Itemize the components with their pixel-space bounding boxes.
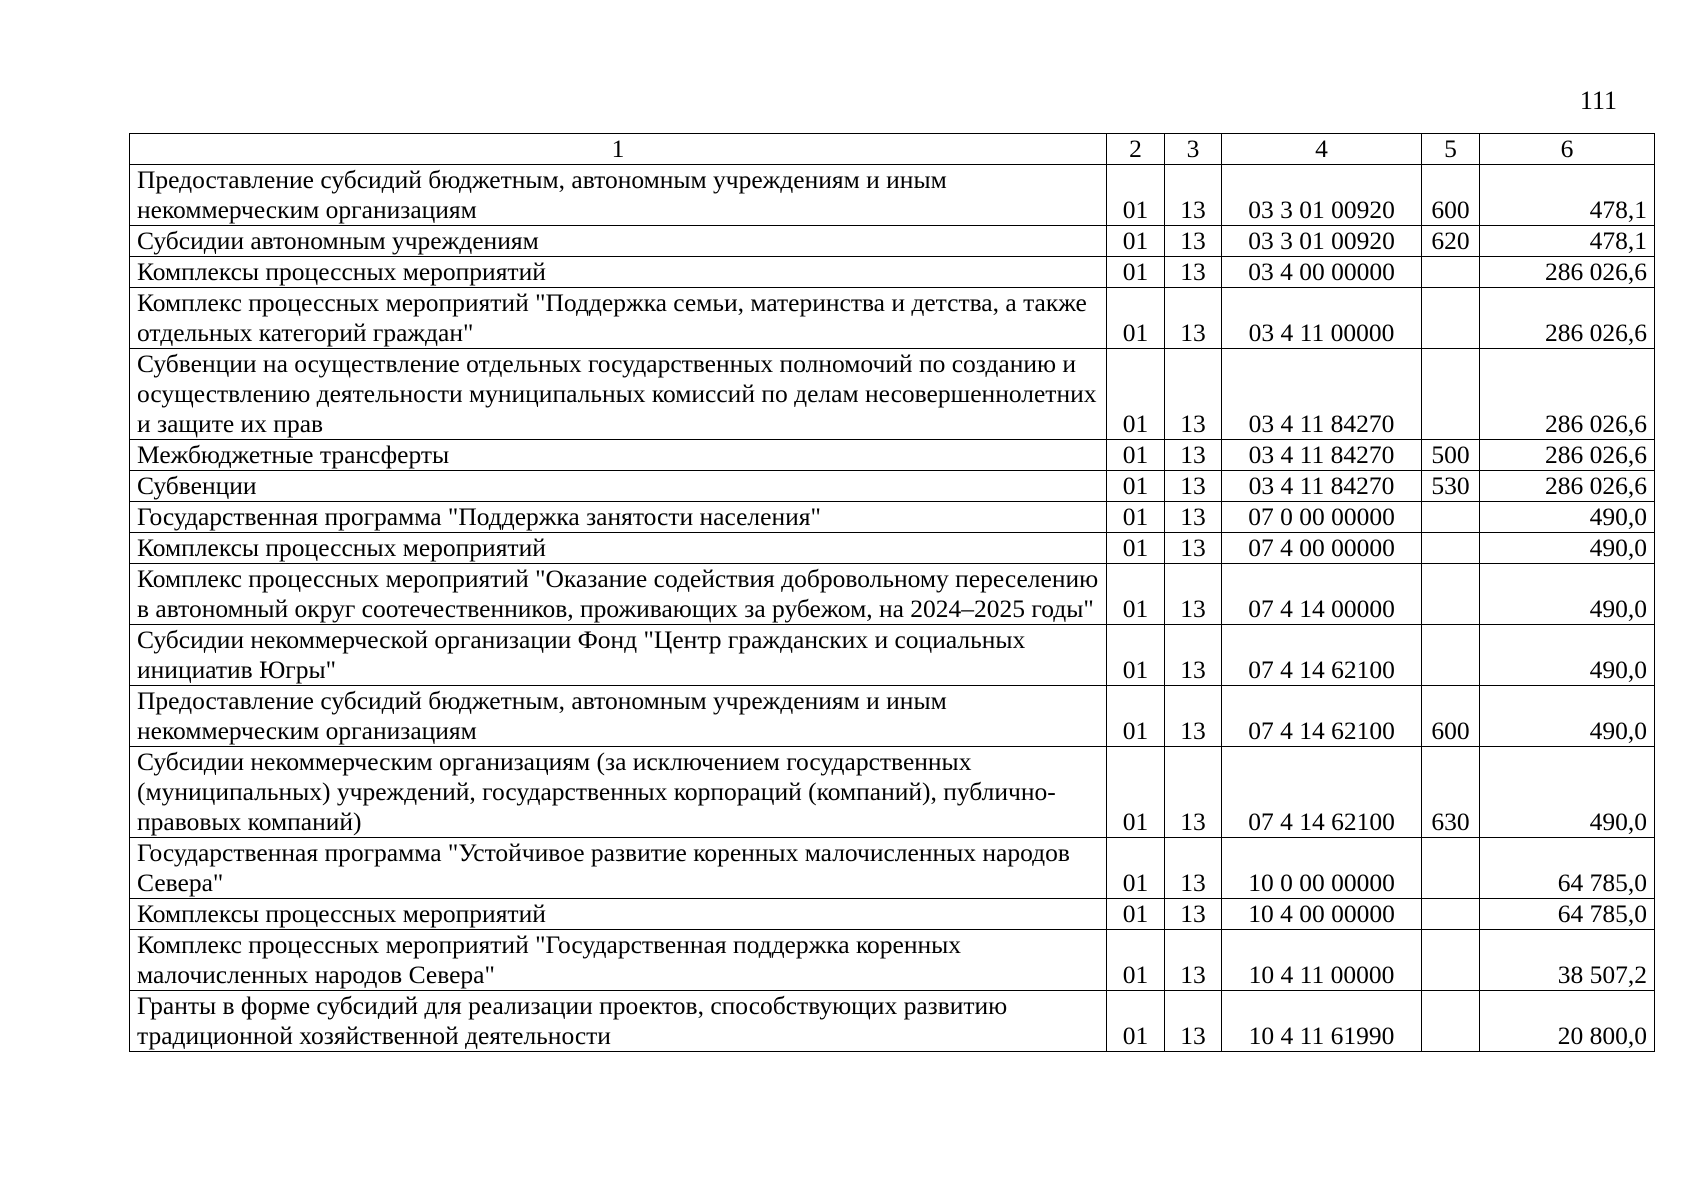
section-code-cell: 01 [1107, 747, 1165, 838]
expense-type-cell [1422, 502, 1480, 533]
amount-cell: 64 785,0 [1480, 899, 1655, 930]
subsection-code-cell: 13 [1165, 899, 1222, 930]
amount-cell: 490,0 [1480, 747, 1655, 838]
row-name-cell: Предоставление субсидий бюджетным, автономным учреждениям и иным некоммерческим организациям [130, 686, 1107, 747]
amount-cell: 286 026,6 [1480, 440, 1655, 471]
header-row [130, 134, 1655, 165]
table-row [130, 747, 1655, 838]
subsection-code-cell: 13 [1165, 533, 1222, 564]
table-row [130, 440, 1655, 471]
target-article-cell: 03 4 11 84270 [1222, 471, 1422, 502]
table-row [130, 471, 1655, 502]
row-name-cell: Комплекс процессных мероприятий "Государственная поддержка коренных малочисленных народов Севера" [130, 930, 1107, 991]
target-article-cell: 03 3 01 00920 [1222, 226, 1422, 257]
table-row [130, 838, 1655, 899]
amount-cell: 286 026,6 [1480, 257, 1655, 288]
amount-cell: 286 026,6 [1480, 471, 1655, 502]
target-article-cell: 10 4 11 00000 [1222, 930, 1422, 991]
amount-cell: 38 507,2 [1480, 930, 1655, 991]
table-row [130, 686, 1655, 747]
column-header-4: 4 [1222, 134, 1422, 165]
subsection-code-cell: 13 [1165, 471, 1222, 502]
expense-type-cell: 600 [1422, 686, 1480, 747]
table-row [130, 502, 1655, 533]
row-name-cell: Комплексы процессных мероприятий [130, 899, 1107, 930]
row-name-cell: Комплексы процессных мероприятий [130, 257, 1107, 288]
table-row [130, 625, 1655, 686]
table-row [130, 226, 1655, 257]
section-code-cell: 01 [1107, 165, 1165, 226]
section-code-cell: 01 [1107, 899, 1165, 930]
expense-type-cell [1422, 349, 1480, 440]
subsection-code-cell: 13 [1165, 165, 1222, 226]
expense-type-cell: 530 [1422, 471, 1480, 502]
target-article-cell: 07 4 14 62100 [1222, 686, 1422, 747]
amount-cell: 490,0 [1480, 564, 1655, 625]
target-article-cell: 07 4 14 62100 [1222, 747, 1422, 838]
table-row [130, 564, 1655, 625]
table-row [130, 991, 1655, 1052]
section-code-cell: 01 [1107, 838, 1165, 899]
section-code-cell: 01 [1107, 288, 1165, 349]
amount-cell: 286 026,6 [1480, 288, 1655, 349]
target-article-cell: 07 0 00 00000 [1222, 502, 1422, 533]
amount-cell: 490,0 [1480, 533, 1655, 564]
row-name-cell: Предоставление субсидий бюджетным, автономным учреждениям и иным некоммерческим организациям [130, 165, 1107, 226]
subsection-code-cell: 13 [1165, 502, 1222, 533]
table-row [130, 533, 1655, 564]
row-name-cell: Государственная программа "Поддержка занятости населения" [130, 502, 1107, 533]
subsection-code-cell: 13 [1165, 257, 1222, 288]
column-header-5: 5 [1422, 134, 1480, 165]
amount-cell: 490,0 [1480, 625, 1655, 686]
expense-type-cell [1422, 930, 1480, 991]
subsection-code-cell: 13 [1165, 991, 1222, 1052]
subsection-code-cell: 13 [1165, 288, 1222, 349]
amount-cell: 20 800,0 [1480, 991, 1655, 1052]
amount-cell: 64 785,0 [1480, 838, 1655, 899]
target-article-cell: 10 4 11 61990 [1222, 991, 1422, 1052]
section-code-cell: 01 [1107, 471, 1165, 502]
expense-type-cell [1422, 838, 1480, 899]
table-header [130, 134, 1655, 165]
target-article-cell: 03 4 11 84270 [1222, 349, 1422, 440]
section-code-cell: 01 [1107, 930, 1165, 991]
target-article-cell: 10 4 00 00000 [1222, 899, 1422, 930]
subsection-code-cell: 13 [1165, 930, 1222, 991]
row-name-cell: Субсидии некоммерческим организациям (за исключением государственных (муниципальных) учреждений, государственных корпораций (компаний), публично-правовых компаний) [130, 747, 1107, 838]
expense-type-cell [1422, 533, 1480, 564]
table-row [130, 349, 1655, 440]
section-code-cell: 01 [1107, 564, 1165, 625]
subsection-code-cell: 13 [1165, 625, 1222, 686]
target-article-cell: 07 4 14 62100 [1222, 625, 1422, 686]
expense-type-cell [1422, 288, 1480, 349]
column-header-3: 3 [1165, 134, 1222, 165]
budget-table [129, 133, 1655, 1052]
target-article-cell: 07 4 00 00000 [1222, 533, 1422, 564]
expense-type-cell: 600 [1422, 165, 1480, 226]
column-header-6: 6 [1480, 134, 1655, 165]
row-name-cell: Субсидии автономным учреждениям [130, 226, 1107, 257]
table-row [130, 257, 1655, 288]
row-name-cell: Субсидии некоммерческой организации Фонд "Центр гражданских и социальных инициатив Югры" [130, 625, 1107, 686]
expense-type-cell [1422, 564, 1480, 625]
expense-type-cell: 500 [1422, 440, 1480, 471]
column-header-2: 2 [1107, 134, 1165, 165]
table-row [130, 288, 1655, 349]
amount-cell: 478,1 [1480, 226, 1655, 257]
table-row [130, 165, 1655, 226]
target-article-cell: 10 0 00 00000 [1222, 838, 1422, 899]
row-name-cell: Гранты в форме субсидий для реализации проектов, способствующих развитию традиционной хозяйственной деятельности [130, 991, 1107, 1052]
section-code-cell: 01 [1107, 686, 1165, 747]
section-code-cell: 01 [1107, 440, 1165, 471]
section-code-cell: 01 [1107, 991, 1165, 1052]
section-code-cell: 01 [1107, 502, 1165, 533]
amount-cell: 490,0 [1480, 686, 1655, 747]
row-name-cell: Субвенции на осуществление отдельных государственных полномочий по созданию и осуществлению деятельности муниципальных комиссий по делам несовершеннолетних и защите их прав [130, 349, 1107, 440]
expense-type-cell [1422, 625, 1480, 686]
expense-type-cell [1422, 899, 1480, 930]
table-row [130, 930, 1655, 991]
section-code-cell: 01 [1107, 226, 1165, 257]
row-name-cell: Комплекс процессных мероприятий "Оказание содействия добровольному переселению в автономный округ соотечественников, проживающих за рубежом, на 2024–2025 годы" [130, 564, 1107, 625]
subsection-code-cell: 13 [1165, 564, 1222, 625]
row-name-cell: Государственная программа "Устойчивое развитие коренных малочисленных народов Севера" [130, 838, 1107, 899]
subsection-code-cell: 13 [1165, 838, 1222, 899]
expense-type-cell [1422, 257, 1480, 288]
subsection-code-cell: 13 [1165, 440, 1222, 471]
row-name-cell: Комплексы процессных мероприятий [130, 533, 1107, 564]
expense-type-cell [1422, 991, 1480, 1052]
amount-cell: 286 026,6 [1480, 349, 1655, 440]
section-code-cell: 01 [1107, 257, 1165, 288]
expense-type-cell: 620 [1422, 226, 1480, 257]
subsection-code-cell: 13 [1165, 349, 1222, 440]
row-name-cell: Комплекс процессных мероприятий "Поддержка семьи, материнства и детства, а также отдельных категорий граждан" [130, 288, 1107, 349]
table-body [130, 165, 1655, 1052]
target-article-cell: 03 4 00 00000 [1222, 257, 1422, 288]
amount-cell: 478,1 [1480, 165, 1655, 226]
subsection-code-cell: 13 [1165, 226, 1222, 257]
subsection-code-cell: 13 [1165, 747, 1222, 838]
row-name-cell: Субвенции [130, 471, 1107, 502]
target-article-cell: 03 4 11 00000 [1222, 288, 1422, 349]
target-article-cell: 03 3 01 00920 [1222, 165, 1422, 226]
target-article-cell: 03 4 11 84270 [1222, 440, 1422, 471]
expense-type-cell: 630 [1422, 747, 1480, 838]
section-code-cell: 01 [1107, 625, 1165, 686]
row-name-cell: Межбюджетные трансферты [130, 440, 1107, 471]
table-row [130, 899, 1655, 930]
page-number: 111 [1579, 86, 1617, 115]
target-article-cell: 07 4 14 00000 [1222, 564, 1422, 625]
section-code-cell: 01 [1107, 349, 1165, 440]
amount-cell: 490,0 [1480, 502, 1655, 533]
column-header-1: 1 [130, 134, 1107, 165]
section-code-cell: 01 [1107, 533, 1165, 564]
subsection-code-cell: 13 [1165, 686, 1222, 747]
